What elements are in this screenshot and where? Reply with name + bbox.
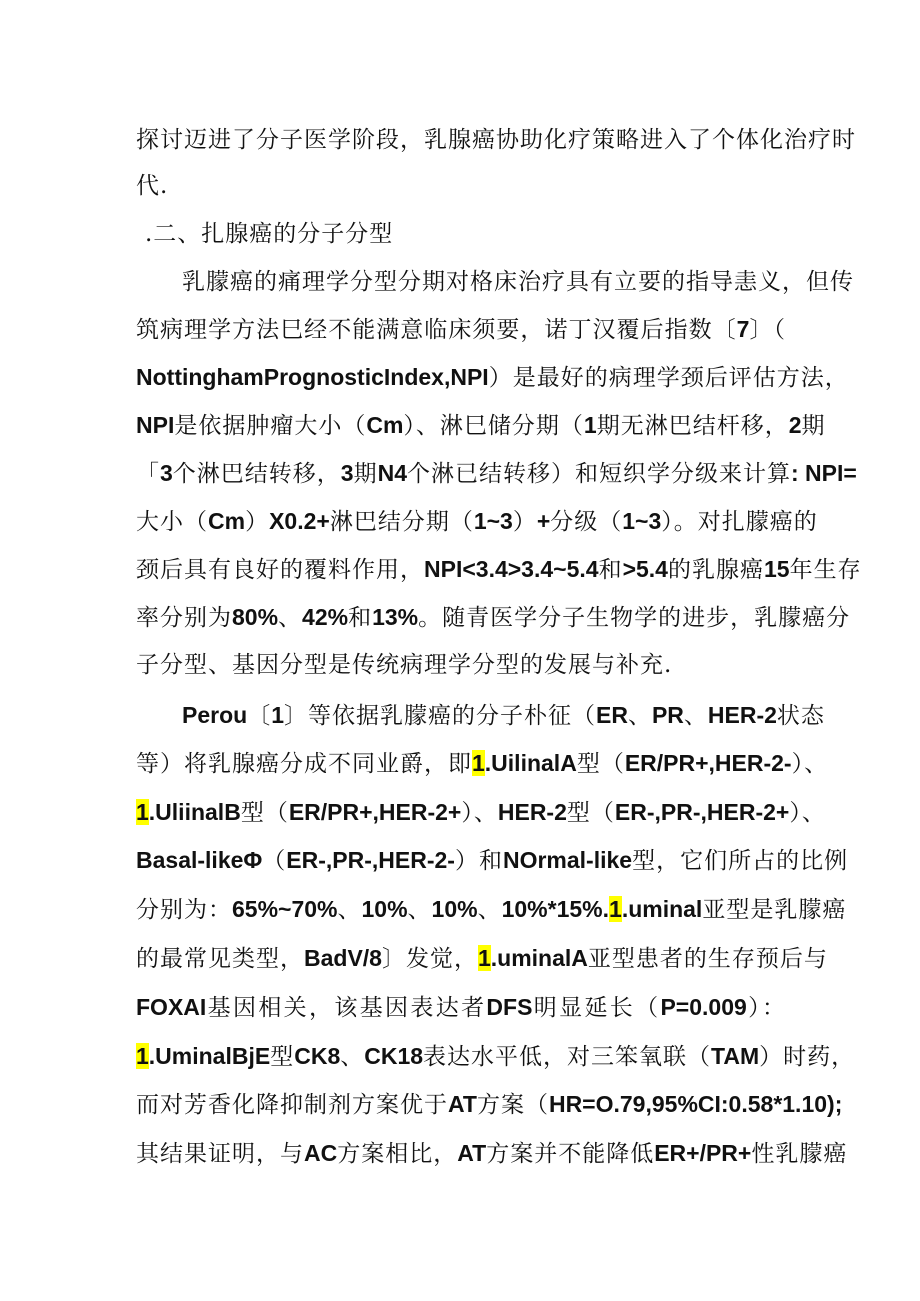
latin-term: .UliinalB [148, 799, 241, 825]
latin-term: NPI [136, 412, 175, 438]
text-segment: 乳朦癌的痛理学分型分期对格床治疗具有立要的指导恚义，但传 [182, 269, 854, 295]
latin-term: CK18 [364, 1043, 424, 1069]
text-segment: 〔 [247, 703, 272, 729]
latin-term: NPI<3.4>3.4~5.4 [424, 556, 599, 582]
latin-term: 3 [340, 460, 354, 486]
latin-term: 42% [302, 604, 349, 630]
latin-term: 3 [160, 460, 173, 486]
text-line [136, 1086, 843, 1122]
text-segment: ）是最好的病理学颈后评估方法， [488, 365, 849, 391]
text-segment: 期 [801, 413, 826, 439]
text-segment: 状态 [776, 703, 825, 729]
text-segment: 和 [348, 605, 373, 631]
text-segment: 的乳腺癌 [667, 557, 764, 583]
text-segment: 亚型患者的生存预后与 [587, 946, 828, 972]
section-heading [145, 216, 786, 252]
latin-term: 80% [232, 604, 279, 630]
text-segment: ）、 [789, 800, 826, 826]
latin-term: ER/PR+,HER-2+ [288, 799, 462, 825]
latin-term: Perou [182, 702, 248, 728]
highlighted-number: 1 [136, 799, 149, 825]
text-segment: 基因相关，该基因表达者 [206, 995, 487, 1021]
text-segment: 探讨迈进了分子医学阶段，乳腺癌协助化疗策略进入了个体化治疗时 [136, 127, 856, 153]
latin-term: Cm [366, 412, 404, 438]
latin-term: ER-,PR-,HER-2+ [614, 799, 790, 825]
text-segment: 而对芳香化降抑制剂方案优于 [136, 1092, 448, 1118]
text-segment: ）、淋巳储分期（ [403, 413, 584, 439]
text-segment: 〕发觉， [381, 946, 478, 972]
latin-term: 7 [736, 316, 750, 342]
latin-term: 1 [271, 702, 284, 728]
text-segment: ）和 [454, 848, 503, 874]
text-segment: 大小（ [136, 509, 208, 535]
text-segment: 分别为： [136, 897, 232, 923]
text-line [136, 1038, 856, 1074]
text-segment: 的最常见类型， [136, 946, 304, 972]
latin-term: ER [595, 702, 628, 728]
text-segment: 、 [407, 897, 432, 923]
latin-term: HER-2 [497, 799, 567, 825]
text-segment: 、 [683, 703, 708, 729]
text-segment: 型 [270, 1044, 295, 1070]
text-segment: 、 [278, 605, 303, 631]
text-segment: 期无淋巴结杆移， [596, 413, 789, 439]
text-line [182, 264, 854, 300]
text-segment: 〕（ [749, 317, 787, 343]
latin-term: 10% [361, 896, 408, 922]
highlighted-number: 1 [609, 896, 622, 922]
text-segment: 期 [353, 461, 378, 487]
latin-term: : NPI= [791, 460, 857, 486]
latin-term: PR [651, 702, 684, 728]
text-segment: 型（ [240, 800, 289, 826]
latin-term: 2 [788, 412, 802, 438]
text-line [136, 122, 856, 158]
latin-term: AT [448, 1091, 477, 1117]
text-segment: 「 [136, 461, 160, 487]
text-segment: 年生存 [789, 557, 862, 583]
latin-term: 1 [583, 412, 597, 438]
text-line [136, 599, 851, 635]
text-line [136, 168, 786, 204]
latin-term: 15 [763, 556, 790, 582]
text-segment: ） [245, 509, 270, 535]
latin-term: Cm [208, 508, 246, 534]
text-segment: ） [512, 509, 537, 535]
highlighted-number: 1 [477, 945, 491, 971]
latin-term: X0.2+ [269, 508, 330, 534]
text-segment: ）、 [791, 751, 829, 777]
text-segment: 明显延长（ [532, 995, 661, 1021]
text-segment: 淋巴结分期（ [329, 509, 474, 535]
text-line [136, 503, 818, 539]
highlighted-number: 1 [136, 1043, 149, 1069]
text-segment: ）、 [461, 800, 498, 826]
text-segment: 筑病理学方法巳经不能满意临床须要，诺丁汉覆后指数〔 [136, 317, 737, 343]
latin-term: .UminalBjE [148, 1043, 271, 1069]
text-segment: 个淋巴结转移， [172, 461, 341, 487]
text-segment: 、 [477, 897, 502, 923]
text-segment: （ [262, 848, 287, 874]
latin-term: 10% [431, 896, 478, 922]
latin-term: Basal-likeΦ [136, 847, 263, 873]
latin-term: DFS [486, 994, 533, 1020]
latin-term: .UilinalA [484, 750, 577, 776]
text-line [136, 940, 828, 976]
latin-term: FOXAI [136, 994, 207, 1020]
latin-term: + [536, 508, 551, 534]
text-segment: 是依据肿瘤大小（ [174, 413, 367, 439]
text-line [136, 551, 862, 587]
text-line [136, 455, 857, 491]
text-segment: 亚型是乳朦癌 [702, 897, 847, 923]
latin-term: BadV/8 [304, 945, 382, 971]
text-segment: 性乳朦癌 [751, 1141, 848, 1167]
text-segment: ）时药， [759, 1044, 856, 1070]
latin-term: TAM [711, 1043, 760, 1069]
highlighted-number: 1 [472, 750, 485, 776]
latin-term: >5.4 [622, 556, 668, 582]
text-line [136, 311, 786, 347]
latin-term: 10%*15%. [501, 896, 610, 922]
latin-term: AT [457, 1140, 487, 1166]
text-line [136, 842, 849, 878]
text-line [182, 697, 825, 733]
text-segment: 率分别为 [136, 605, 232, 631]
text-segment: 代. [136, 173, 169, 199]
text-segment: 型，它们所占的比例 [632, 848, 849, 874]
latin-term: ER+/PR+ [654, 1140, 752, 1166]
latin-term: NOrmal-like [502, 847, 633, 873]
text-segment: 方案相比， [337, 1141, 458, 1167]
text-segment: ）。对扎朦癌的 [661, 509, 818, 535]
latin-term: ER/PR+,HER-2- [624, 750, 792, 776]
latin-term: HR=O.79,95%CI:0.58*1.10); [548, 1091, 843, 1117]
text-line [136, 647, 786, 683]
latin-term: 1~3 [622, 508, 662, 534]
latin-term: NottinghamPrognosticIndex,NPI [136, 364, 489, 390]
latin-term: CK8 [294, 1043, 341, 1069]
text-segment: 表达水平低，对三笨氧联（ [423, 1044, 712, 1070]
text-line [136, 1135, 848, 1171]
latin-term: HER-2 [707, 702, 777, 728]
latin-term: .uminalA [490, 945, 588, 971]
text-segment: .二、扎腺癌的分子分型 [145, 221, 394, 247]
text-segment: 、 [340, 1044, 365, 1070]
text-segment: 方案并不能降低 [486, 1141, 655, 1167]
text-segment: 。随青医学分子生物学的进步，乳朦癌分 [418, 605, 851, 631]
text-segment: 颈后具有良好的覆料作用， [136, 557, 424, 583]
text-segment: 个淋已结转移）和短织学分级来计算 [407, 461, 791, 487]
text-segment: 等）将乳腺癌分成不同业爵，即 [136, 751, 472, 777]
text-segment: 型（ [576, 751, 625, 777]
latin-term: 13% [372, 604, 419, 630]
text-segment: 和 [598, 557, 623, 583]
text-segment: ）： [746, 995, 786, 1021]
latin-term: 1~3 [473, 508, 513, 534]
latin-term: AC [304, 1140, 338, 1166]
latin-term: N4 [377, 460, 407, 486]
text-segment: 子分型、基因分型是传统病理学分型的发展与补充. [136, 652, 673, 678]
latin-term: P=0.009 [660, 994, 747, 1020]
latin-term: ER-,PR-,HER-2- [286, 847, 455, 873]
text-line [136, 794, 826, 830]
text-line [136, 359, 849, 395]
text-line [136, 989, 786, 1025]
text-line [136, 407, 826, 443]
text-segment: 其结果证明，与 [136, 1141, 304, 1167]
text-segment: 型（ [566, 800, 615, 826]
latin-term: .uminal [621, 896, 703, 922]
text-segment: 、 [337, 897, 362, 923]
text-segment: 方案（ [476, 1092, 549, 1118]
latin-term: 65%~70% [232, 896, 338, 922]
text-line [136, 891, 847, 927]
text-segment: 、 [627, 703, 652, 729]
text-segment: 分级（ [550, 509, 623, 535]
text-segment: 〕等依据乳朦癌的分子朴征（ [283, 703, 596, 729]
text-line [136, 745, 829, 781]
